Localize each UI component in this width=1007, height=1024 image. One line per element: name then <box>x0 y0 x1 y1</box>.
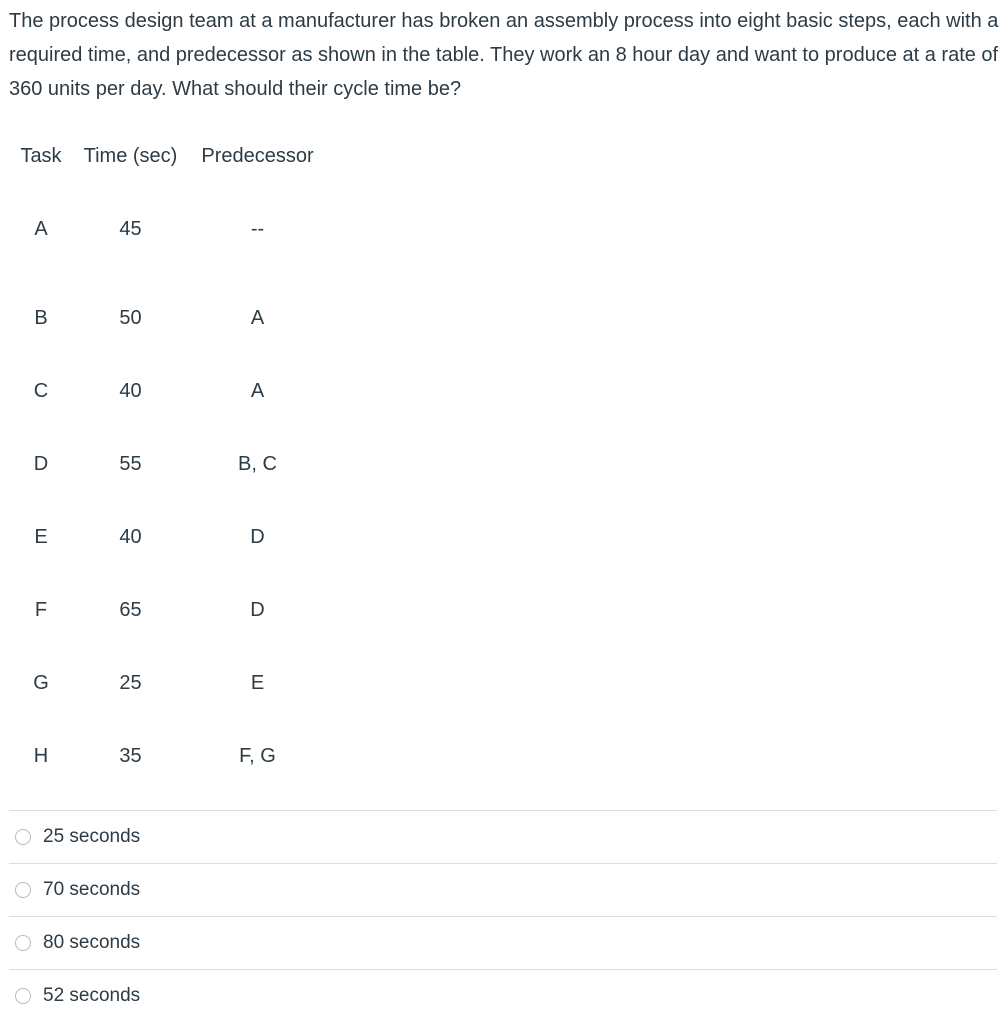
radio-button[interactable] <box>15 988 31 1004</box>
radio-button[interactable] <box>15 935 31 951</box>
answer-option[interactable] <box>9 810 997 863</box>
cell-predecessor: A <box>250 380 265 402</box>
cell-task: G <box>33 672 49 694</box>
cell-time: 50 <box>119 307 142 329</box>
cell-task: E <box>34 526 48 548</box>
header-task: Task <box>20 144 62 167</box>
answer-label: 25 seconds <box>43 826 141 847</box>
cell-predecessor: D <box>250 599 265 621</box>
cell-predecessor: B, C <box>238 453 277 475</box>
cell-predecessor: E <box>250 672 265 694</box>
cell-time: 55 <box>119 453 142 475</box>
cell-task: D <box>33 453 49 475</box>
cell-task: H <box>33 745 49 767</box>
question-text: The process design team at a manufacturer has broken an assembly process into eight basic steps, each with a required time, and predecessor as shown in the table. They work an 8 hour day and want to produce at a rate of 360 units per day. What should their cycle time be? <box>9 10 999 100</box>
table-row <box>10 647 326 720</box>
answer-label: 52 seconds <box>43 985 141 1006</box>
answer-option[interactable] <box>9 863 997 916</box>
cell-predecessor: F, G <box>239 745 276 767</box>
cell-task: A <box>34 217 48 240</box>
answer-options <box>9 810 997 1022</box>
table-row <box>10 501 326 574</box>
table-row <box>10 176 326 282</box>
answer-option[interactable] <box>9 916 997 969</box>
radio-button[interactable] <box>15 829 31 845</box>
answer-label: 80 seconds <box>43 932 141 953</box>
answer-label: 70 seconds <box>43 879 141 900</box>
cell-task: B <box>34 307 48 329</box>
cell-time: 25 <box>119 672 142 694</box>
answer-option[interactable] <box>9 969 997 1022</box>
cell-predecessor: A <box>250 307 265 329</box>
cell-predecessor: -- <box>250 217 265 240</box>
cell-time: 65 <box>119 599 142 621</box>
cell-predecessor: D <box>250 526 265 548</box>
table-header-row <box>10 136 326 176</box>
header-predecessor: Predecessor <box>201 144 314 167</box>
table-row <box>10 428 326 501</box>
header-time: Time (sec) <box>83 144 178 167</box>
cell-time: 45 <box>119 217 142 240</box>
cell-time: 40 <box>119 526 142 548</box>
cell-time: 40 <box>119 380 142 402</box>
table-row <box>10 574 326 647</box>
cell-task: F <box>34 599 48 621</box>
radio-button[interactable] <box>15 882 31 898</box>
cell-time: 35 <box>119 745 142 767</box>
task-table <box>10 136 326 793</box>
table-row <box>10 355 326 428</box>
table-row <box>10 282 326 355</box>
cell-task: C <box>33 380 49 402</box>
table-row <box>10 720 326 793</box>
